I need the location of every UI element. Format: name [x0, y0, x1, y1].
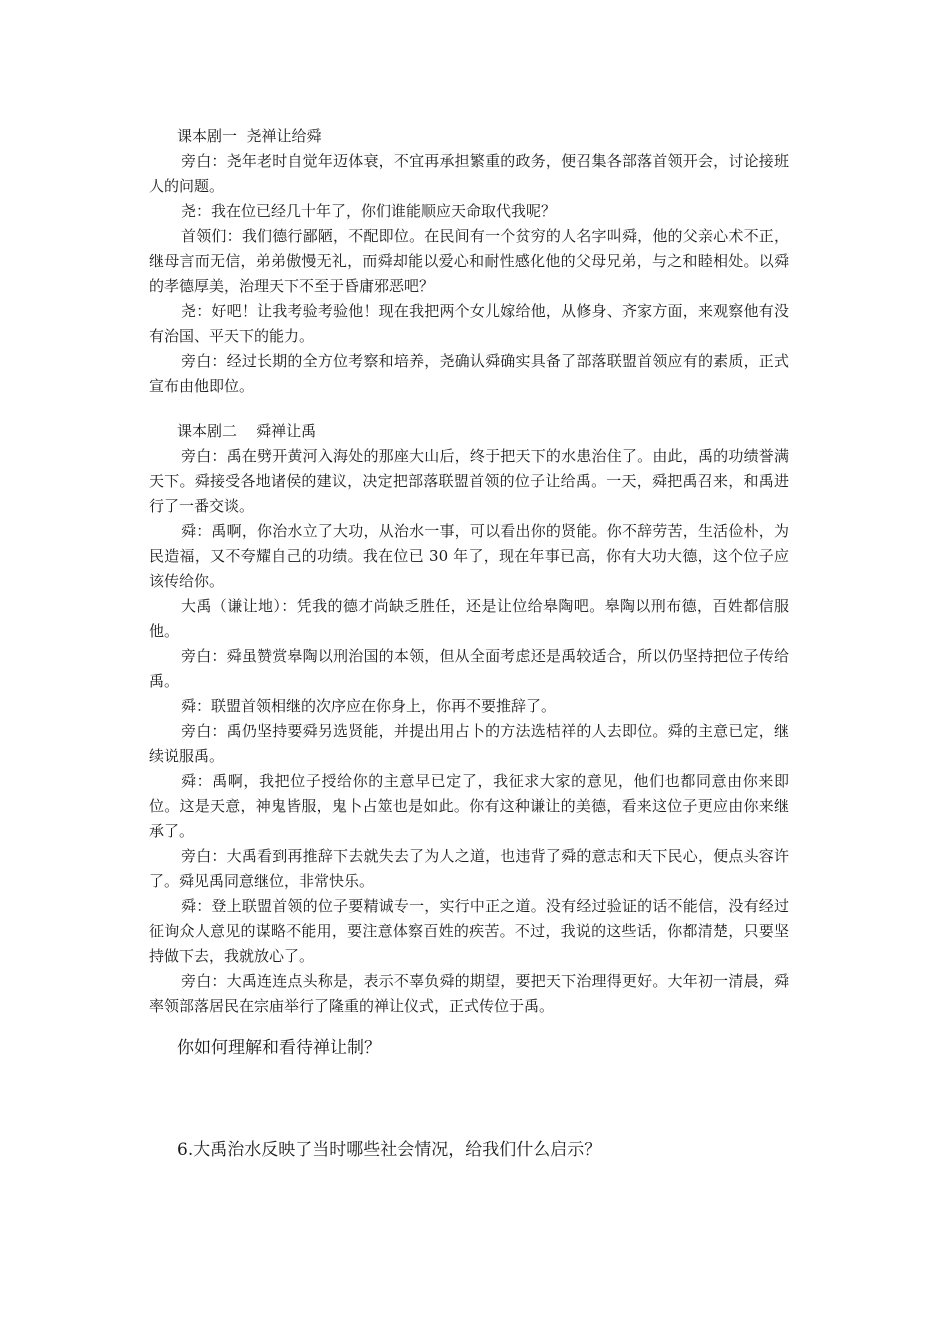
dialogue-paragraph: 舜：联盟首领相继的次序应在你身上，你再不要推辞了。	[181, 697, 557, 715]
dialogue-paragraph: 旁白：舜虽赞赏皋陶以刑治国的本领，但从全面考虑还是禹较适合，所以仍坚持把位子传给禹。	[149, 647, 789, 690]
section-play-one	[149, 124, 789, 399]
section-spacer	[149, 399, 789, 419]
dialogue-paragraph: 舜：禹啊，你治水立了大功，从治水一事，可以看出你的贤能。你不辞劳苦，生活俭朴，为民造福，又不夸耀自己的功绩。我在位已 30 年了，现在年事已高，你有大功大德，这个位子应该传给你。	[149, 522, 789, 590]
dialogue-paragraph: 旁白：大禹看到再推辞下去就失去了为人之道，也违背了舜的意志和天下民心，便点头容许了。舜见禹同意继位，非常快乐。	[149, 847, 789, 890]
discussion-question: 你如何理解和看待禅让制？	[177, 1038, 381, 1058]
dialogue-paragraph: 旁白：经过长期的全方位考察和培养，尧确认舜确实具备了部落联盟首领应有的素质，正式宣布由他即位。	[149, 352, 789, 395]
dialogue-paragraph: 旁白：禹仍坚持要舜另选贤能，并提出用占卜的方法选桔祥的人去即位。舜的主意已定，继续说服禹。	[149, 722, 789, 765]
dialogue-paragraph: 首领们：我们德行鄙陋，不配即位。在民间有一个贫穷的人名字叫舜，他的父亲心术不正，继母言而无信，弟弟傲慢无礼，而舜却能以爱心和耐性感化他的父母兄弟，与之和睦相处。以舜的孝德厚美，治理天下不至于昏庸邪恶吧？	[149, 227, 789, 295]
dialogue-paragraph: 尧：我在位已经几十年了，你们谁能顺应天命取代我呢？	[181, 202, 557, 220]
dialogue-paragraph: 舜：禹啊，我把位子授给你的主意早已定了，我征求大家的意见，他们也都同意由你来即位。这是天意，神鬼皆服，鬼卜占筮也是如此。你有这种谦让的美德，看来这位子更应由你来继承了。	[149, 772, 789, 840]
dialogue-paragraph: 旁白：大禹连连点头称是，表示不辜负舜的期望，要把天下治理得更好。大年初一清晨，舜率领部落居民在宗庙举行了隆重的禅让仪式，正式传位于禹。	[149, 972, 789, 1015]
dialogue-paragraph: 旁白：禹在劈开黄河入海处的那座大山后，终于把天下的水患治住了。由此，禹的功绩誉满天下。舜接受各地诸侯的建议，决定把部落联盟首领的位子让给禹。一天，舜把禹召来，和禹进行了一番交谈。	[149, 447, 789, 515]
numbered-question: 6.大禹治水反映了当时哪些社会情况，给我们什么启示？	[177, 1140, 602, 1160]
dialogue-paragraph: 旁白：尧年老时自觉年迈体衰，不宜再承担繁重的政务，便召集各部落首领开会，讨论接班人的问题。	[149, 152, 789, 195]
dialogue-paragraph: 舜：登上联盟首领的位子要精诚专一，实行中正之道。没有经过验证的话不能信，没有经过征询众人意见的谋略不能用，要注意体察百姓的疾苦。不过，我说的这些话，你都清楚，只要坚持做下去，我就放心了。	[149, 897, 789, 965]
document-page	[149, 124, 789, 1163]
dialogue-paragraph: 尧：好吧！让我考验考验他！现在我把两个女儿嫁给他，从修身、齐家方面，来观察他有没有治国、平天下的能力。	[149, 302, 789, 345]
dialogue-paragraph: 大禹（谦让地）：凭我的德才尚缺乏胜任，还是让位给皋陶吧。皋陶以刑布德，百姓都信服他。	[149, 597, 789, 640]
section-play-two	[149, 419, 789, 1019]
section-title: 课本剧二 舜禅让禹	[177, 422, 317, 440]
section-title: 课本剧一 尧禅让给舜	[177, 127, 322, 145]
